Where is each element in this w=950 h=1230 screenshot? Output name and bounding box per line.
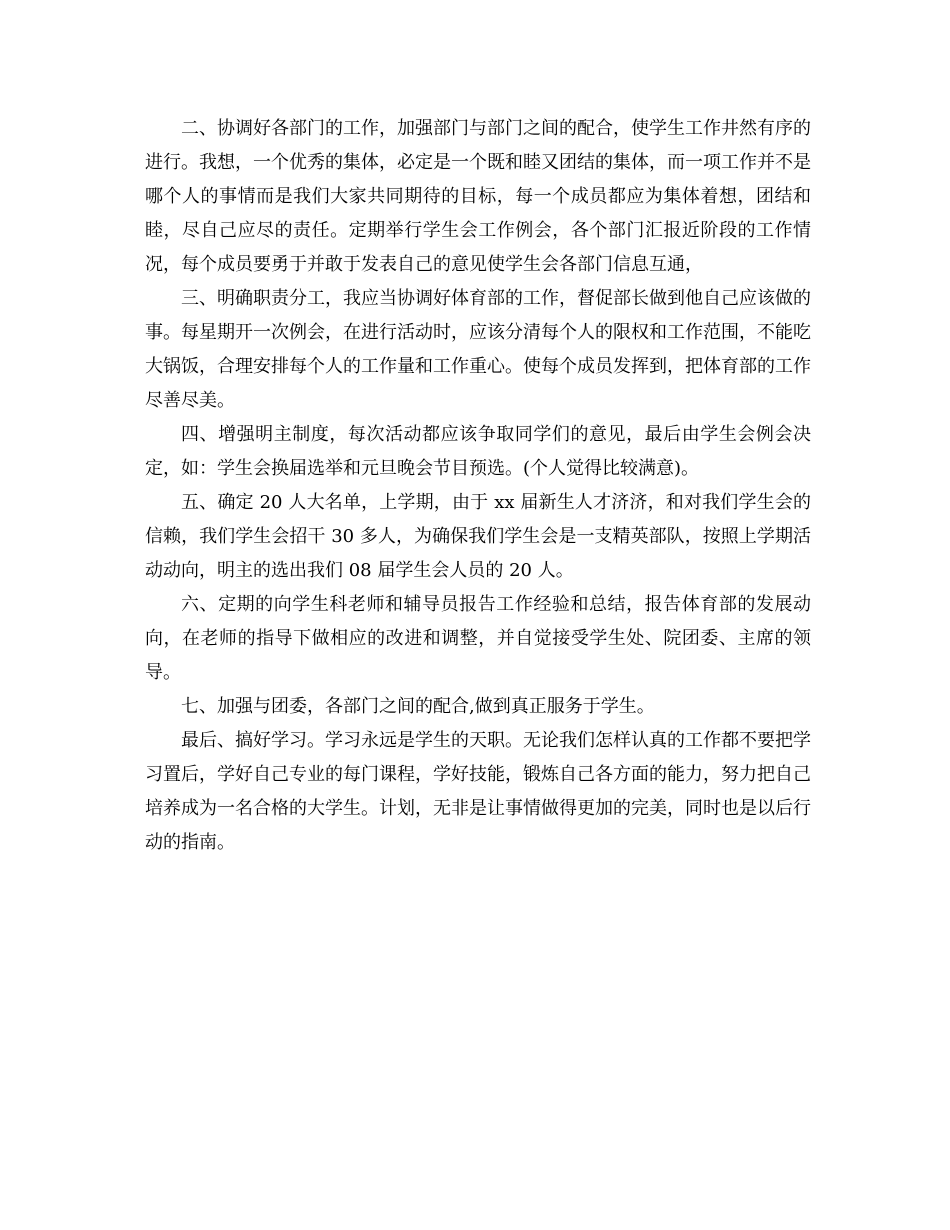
paragraph-6: 六、定期的向学生科老师和辅导员报告工作经验和总结，报告体育部的发展动向，在老师的指导下做相应的改进和调整，并自觉接受学生处、院团委、主席的领导。 bbox=[145, 594, 811, 683]
paragraph-3: 三、明确职责分工，我应当协调好体育部的工作，督促部长做到他自己应该做的事。每星期开一次例会，在进行活动时，应该分清每个人的限权和工作范围，不能吃大锅饭，合理安排每个人的工作量和工作重心。使每个成员发挥到，把体育部的工作尽善尽美。 bbox=[145, 288, 811, 411]
paragraph-4: 四、增强明主制度，每次活动都应该争取同学们的意见，最后由学生会例会决定，如：学生会换届选举和元旦晚会节目预选。(个人觉得比较满意)。 bbox=[145, 424, 811, 479]
paragraph-final: 最后、搞好学习。学习永远是学生的天职。无论我们怎样认真的工作都不要把学习置后，学好自己专业的每门课程，学好技能，锻炼自己各方面的能力，努力把自己培养成为一名合格的大学生。计划，无非是让事情做得更加的完美，同时也是以后行动的指南。 bbox=[145, 730, 811, 853]
document-body bbox=[145, 112, 811, 860]
paragraph-5: 五、确定 20 人大名单，上学期，由于 xx 届新生人才济济，和对我们学生会的信赖，我们学生会招干 30 多人，为确保我们学生会是一支精英部队，按照上学期活动动向，明主的选出我们 08 届学生会人员的 20 人。 bbox=[145, 492, 811, 581]
paragraph-2: 二、协调好各部门的工作，加强部门与部门之间的配合，使学生工作井然有序的进行。我想，一个优秀的集体，必定是一个既和睦又团结的集体，而一项工作并不是哪个人的事情而是我们大家共同期待的目标，每一个成员都应为集体着想，团结和睦，尽自己应尽的责任。定期举行学生会工作例会，各个部门汇报近阶段的工作情况，每个成员要勇于并敢于发表自己的意见使学生会各部门信息互通， bbox=[145, 118, 811, 275]
paragraph-7: 七、加强与团委，各部门之间的配合,做到真正服务于学生。 bbox=[181, 696, 655, 717]
